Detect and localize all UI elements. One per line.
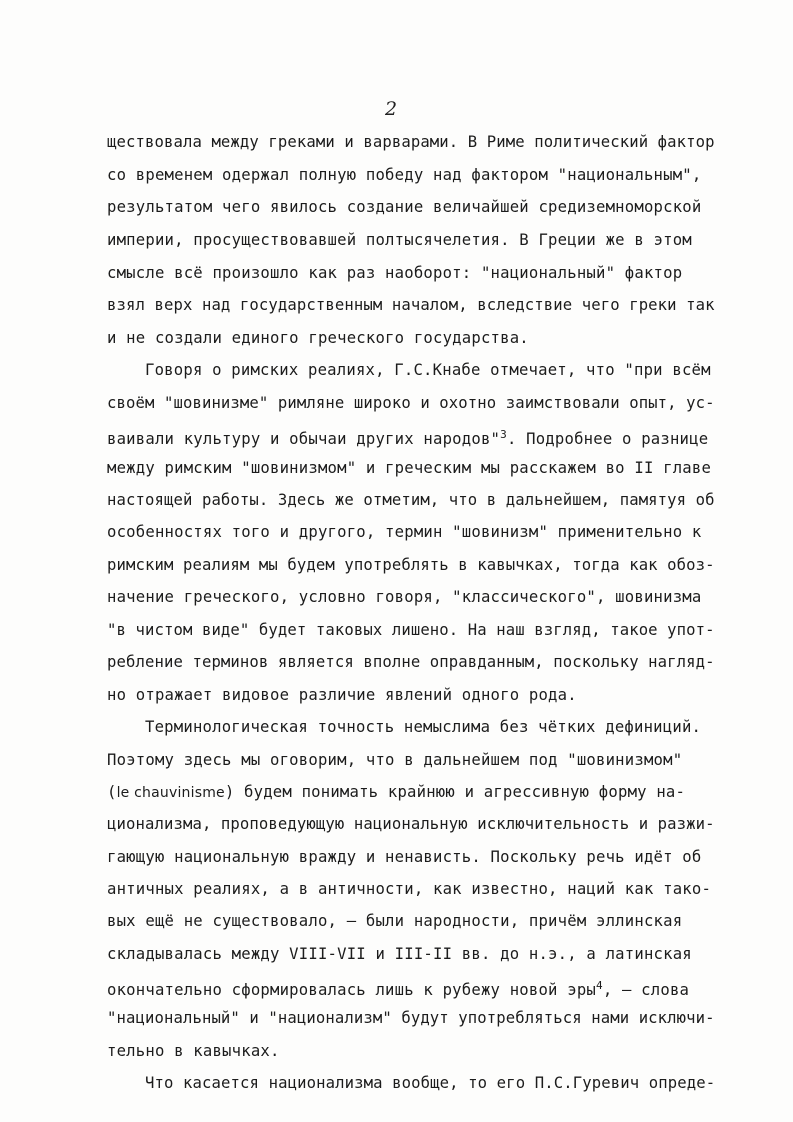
- latin-term: le chauvinisme: [116, 785, 225, 801]
- text-line: гающую национальную вражду и ненависть. Поскольку речь идёт об: [107, 848, 702, 866]
- line-text: , — слова: [602, 981, 690, 999]
- text-line: "в чистом виде" будет таковых лишено. На наш взгляд, такое упот-: [107, 621, 715, 639]
- text-line: настоящей работы. Здесь же отметим, что в дальнейшем, памятуя об: [107, 491, 715, 509]
- line-text: ) будем понимать крайнюю и агрессивную форму на-: [224, 783, 686, 801]
- text-line: начение греческого, условно говоря, "классического", шовинизма: [107, 588, 702, 606]
- line-text: ваивали культуру и обычаи других народов": [107, 430, 501, 448]
- text-line: и не создали единого греческого государства.: [107, 329, 529, 347]
- text-line: складывалась между VIII-VII и III-II вв. до н.э., а латинская: [107, 945, 692, 963]
- footnote-ref-3[interactable]: 3: [500, 428, 507, 441]
- text-line: [107, 425, 708, 449]
- text-line: ществовала между греками и варварами. В Риме политический фактор: [107, 133, 715, 151]
- text-line: Говоря о римских реалиях, Г.С.Кнабе отмечает, что "при всём: [145, 361, 711, 379]
- text-line: "национальный" и "национализм" будут употребляться нами исключи-: [107, 1009, 715, 1027]
- text-line: ребление терминов является вполне оправданным, поскольку нагляд-: [107, 653, 715, 671]
- text-line: ционализма, проповедующую национальную исключительность и разжи-: [107, 815, 715, 833]
- text-line: со временем одержал полную победу над фактором "национальным",: [107, 166, 702, 184]
- text-line: особенностях того и другого, термин "шовинизм" применительно к: [107, 523, 702, 541]
- text-line: [107, 782, 685, 803]
- text-line: результатом чего явилось создание величайшей средиземноморской: [107, 198, 702, 216]
- text-line: но отражает видовое различие явлений одного рода.: [107, 686, 577, 704]
- text-line: смысле всё произошло как раз наоборот: "национальный" фактор: [107, 264, 683, 282]
- line-text: . Подробнее о разнице: [506, 430, 709, 448]
- text-line: античных реалиях, а в античности, как известно, наций как тако-: [107, 880, 712, 898]
- text-line: своём "шовинизме" римляне широко и охотно заимствовали опыт, ус-: [107, 394, 715, 412]
- line-text: окончательно сформировалась лишь к рубежу новой эры: [107, 981, 596, 999]
- text-line: между римским "шовинизмом" и греческим мы расскажем во II главе: [107, 459, 712, 477]
- text-line: империи, просуществовавшей полтысячелетия. В Греции же в этом: [107, 231, 692, 249]
- text-line: Поэтому здесь мы оговорим, что в дальнейшем под "шовинизмом": [107, 751, 683, 769]
- text-line: [107, 976, 689, 1000]
- footnote-ref-4[interactable]: 4: [596, 979, 603, 992]
- text-line: Терминологическая точность немыслима без чётких дефиниций.: [145, 718, 702, 736]
- text-line: взял верх над государственным началом, вследствие чего греки так: [107, 296, 715, 314]
- page-number: 2: [385, 98, 398, 120]
- text-line: римским реалиям мы будем употреблять в кавычках, тогда как обоз-: [107, 556, 715, 574]
- text-line: Что касается национализма вообще, то его П.С.Гуревич опреде-: [145, 1074, 716, 1092]
- text-line: тельно в кавычках.: [107, 1042, 280, 1060]
- line-text: (: [107, 783, 117, 801]
- text-line: вых ещё не существовало, — были народности, причём эллинская: [107, 912, 683, 930]
